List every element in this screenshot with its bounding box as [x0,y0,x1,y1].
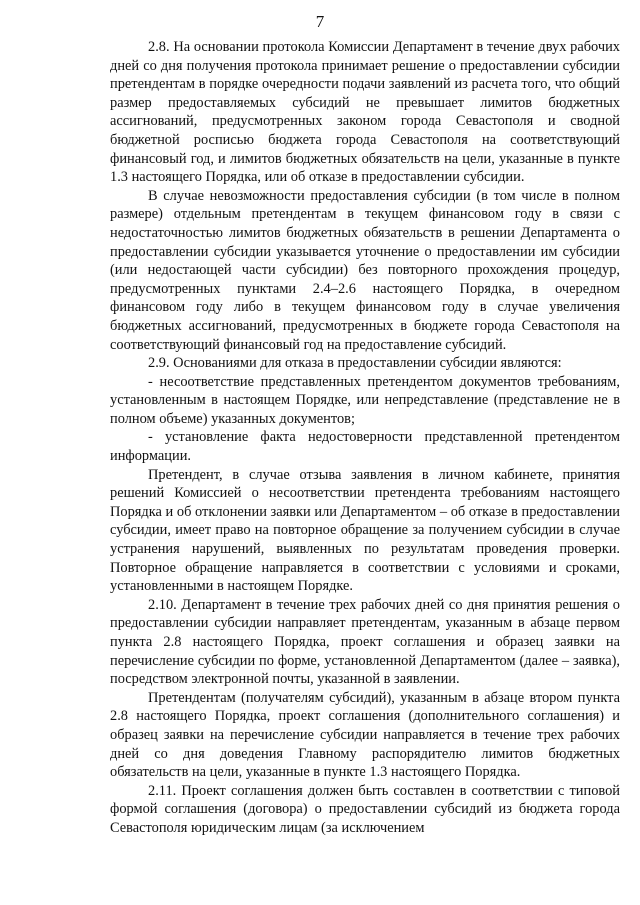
paragraph-2-11: 2.11. Проект соглашения должен быть составлен в соответствии с типовой формой соглашения (договора) о предоставлении субсидий из бюджета города Севастополя юридическим лицам (за исключением [110,782,620,836]
paragraph-2-9: 2.9. Основаниями для отказа в предоставлении субсидии являются: [148,355,562,372]
paragraph-2-10: 2.10. Департамент в течение трех рабочих дней со дня принятия решения о предоставлении субсидии направляет претендентам, указанным в абзаце первом пункта 2.8 настоящего Порядка, проект соглашения и образец заявки на перечисление субсидии по форме, установленной Департаментом (далее – заявка), посредством электронной почты, указанной в заявлении. [110,596,620,688]
document-body [110,38,620,838]
paragraph-2-8: 2.8. На основании протокола Комиссии Департамент в течение двух рабочих дней со дня получения протокола принимает решение о предоставлении субсидии претендентам в порядке очередности подачи заявлений из расчета того, что общий размер предоставляемых субсидий не превышает лимитов бюджетных ассигнований, предусмотренных законом города Севастополя и сводной бюджетной росписью бюджета города Севастополя на соответствующий финансовый год, и лимитов бюджетных обязательств на цели, указанные в пункте 1.3 настоящего Порядка, или об отказе в предоставлении субсидии. [110,39,620,186]
paragraph-reapplication: Претендент, в случае отзыва заявления в личном кабинете, принятия решений Комиссией о несоответствии претендента требованиям настоящего Порядка и об отклонении заявки или Департаментом – об отказе в предоставлении субсидии, имеет право на повторное обращение за получением субсидии в случае устранения нарушений, выявленных по результатам проведения проверки. Повторное обращение направляется в соответствии с условиями и сроками, установленными в настоящем Порядке. [110,466,620,595]
paragraph-2-8-continuation: В случае невозможности предоставления субсидии (в том числе в полном размере) отдельным претендентам в текущем финансовом году в связи с недостаточностью лимитов бюджетных обязательств в решении Департамента о предоставлении субсидии указывается уточнение о предоставлении им субсидии (или недостающей части субсидии) без повторного прохождения процедур, предусмотренных пунктами 2.4–2.6 настоящего Порядка, в очередном финансовом году либо в текущем финансовом году в случае увеличения бюджетных ассигнований, предусмотренных в бюджете города Севастополя на соответствующий финансовый год на предоставление субсидий. [110,187,620,353]
refusal-ground-2: - установление факта недостоверности представленной претендентом информации. [110,429,620,465]
refusal-ground-1: - несоответствие представленных претендентом документов требованиям, установленным в настоящем Порядке, или непредставление (представление не в полном объеме) указанных документов; [110,373,620,427]
page-number: 7 [315,12,325,31]
paragraph-2-10-continuation: Претендентам (получателям субсидий), указанным в абзаце втором пункта 2.8 настоящего Порядка, проект соглашения (дополнительного соглашения) и образец заявки на перечисление субсидии направляется в течение трех рабочих дней со дня доведения Главному распорядителю лимитов бюджетных обязательств на цели, указанные в пункте 1.3 настоящего Порядка. [110,689,620,781]
